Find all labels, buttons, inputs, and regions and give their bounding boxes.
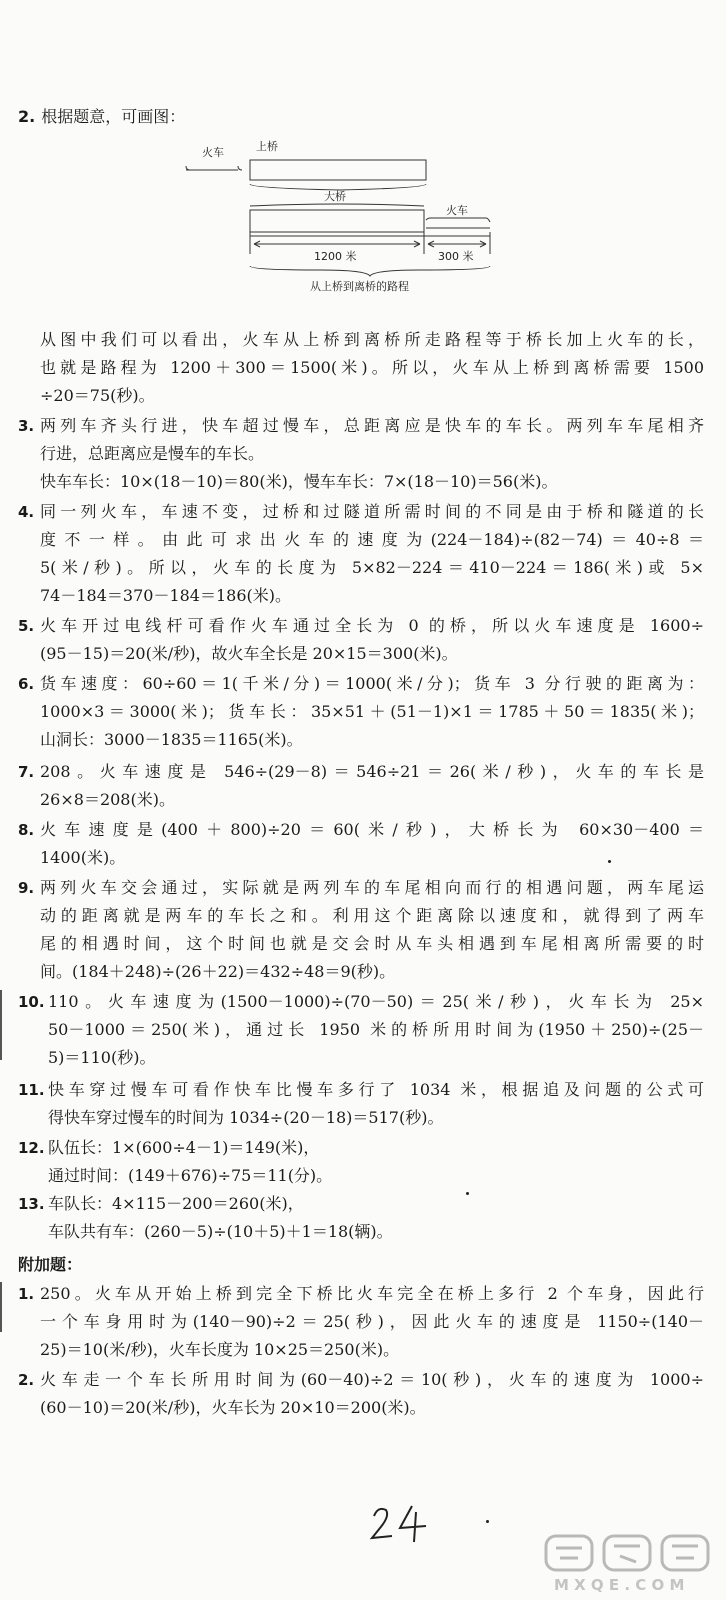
- item-line: 同一列火车，车速不变，过桥和过隧道所需时间的不同是由于桥和隧道的长: [40, 502, 704, 521]
- diagram-label-1200: 1200 米: [314, 250, 357, 263]
- item-number: 5.: [18, 617, 35, 635]
- answer-item-6: [18, 670, 704, 754]
- bonus-item-1: [18, 1280, 704, 1364]
- item-line: 25)＝10(米/秒)，火车长度为 10×25＝250(米)。: [40, 1340, 400, 1359]
- bonus-item-2: [18, 1366, 704, 1422]
- item-line: 火车走一个车长所用时间为(60－40)÷2＝10(秒)，火车的速度为 1000÷: [40, 1370, 704, 1389]
- q2-line: ÷20＝75(秒)。: [40, 386, 155, 405]
- item-line: (95－15)＝20(米/秒)，故火车全长是 20×15＝300(米)。: [40, 644, 458, 663]
- item-number: 12.: [18, 1139, 45, 1157]
- item-line: 火车开过电线杆可看作火车通过全长为 0 的桥，所以火车速度是 1600÷: [40, 616, 704, 635]
- diagram-train-left: [186, 145, 242, 170]
- item-number: 6.: [18, 675, 35, 693]
- item-number: 11.: [18, 1081, 45, 1099]
- svg-text:M X Q E . C O M: M X Q E . C O M: [554, 1576, 685, 1594]
- q2-explanation: [40, 326, 704, 410]
- diagram-label-train-left: 火车: [202, 146, 224, 159]
- margin-scan-mark: [0, 1282, 2, 1332]
- diagram-caption: 从上桥到离桥的路程: [310, 280, 409, 293]
- item-line: 车队共有车：(260－5)÷(10＋5)＋1＝18(辆)。: [48, 1222, 393, 1241]
- item-line: 1000×3＝3000(米)；货车长：35×51＋(51－1)×1＝1785＋50＝1835(米)；: [40, 702, 704, 721]
- bridge-diagram: [180, 136, 500, 296]
- item-line: (60－10)＝20(米/秒)，火车长为 20×10＝200(米)。: [40, 1398, 426, 1417]
- q2-intro: [18, 104, 185, 127]
- item-line: 间。(184＋248)÷(26＋22)＝432÷48＝9(秒)。: [40, 962, 396, 981]
- item-number: 10.: [18, 993, 45, 1011]
- stray-dot: [486, 1520, 489, 1523]
- item-line: 250。火车从开始上桥到完全下桥比火车完全在桥上多行 2 个车身，因此行: [40, 1284, 704, 1303]
- diagram-up-bridge: [250, 139, 426, 190]
- item-line: 5(米/秒)。所以，火车的长度为 5×82－224＝410－224＝186(米)或 5×: [40, 558, 704, 577]
- answer-item-3: [18, 412, 704, 496]
- item-line: 1400(米)。: [40, 848, 126, 867]
- item-line: 26×8＝208(米)。: [40, 790, 175, 809]
- q2-line: 从图中我们可以看出，火车从上桥到离桥所走路程等于桥长加上火车的长，: [40, 330, 704, 349]
- diagram-train-right: [426, 203, 490, 228]
- item-line: 度不一样。由此可求出火车的速度为(224－184)÷(82－74)＝40÷8＝: [40, 530, 704, 549]
- item-line: 快车穿过慢车可看作快车比慢车多行了 1034 米，根据追及问题的公式可: [48, 1080, 704, 1099]
- item-number: 2.: [18, 1371, 35, 1389]
- item-line: 74－184＝370－184＝186(米)。: [40, 586, 292, 605]
- answer-item-5: [18, 612, 704, 668]
- item-line: 得快车穿过慢车的时间为 1034÷(20－18)＝517(秒)。: [48, 1108, 444, 1127]
- handwritten-page-number: [368, 1502, 432, 1544]
- item-line: 一个车身用时为(140－90)÷2＝25(秒)，因此火车的速度是 1150÷(140－: [40, 1312, 704, 1331]
- stray-dot: [466, 1192, 469, 1195]
- diagram-big-bridge: [250, 189, 424, 232]
- q2-number: 2.: [18, 107, 36, 126]
- item-line: 货车速度：60÷60＝1(千米/分)＝1000(米/分)；货车 3 分行驶的距离为：: [40, 674, 704, 693]
- item-number: 9.: [18, 879, 35, 897]
- bonus-heading: 附加题：: [18, 1255, 83, 1274]
- item-line: 行进，总距离应是慢车的车长。: [40, 444, 265, 463]
- answer-item-12: [18, 1134, 704, 1190]
- item-line: 110。火车速度为(1500－1000)÷(70－50)＝25(米/秒)，火车长为 25×: [48, 992, 704, 1011]
- q2-line: 也就是路程为 1200＋300＝1500(米)。所以，火车从上桥到离桥需要 1500: [40, 358, 704, 377]
- item-line: 山洞长：3000－1835＝1165(米)。: [40, 730, 303, 749]
- diagram-label-up-bridge: 上桥: [256, 140, 278, 153]
- watermark-logo: [540, 1532, 720, 1594]
- item-line: 两列车齐头行进，快车超过慢车，总距离应是快车的车长。两列车车尾相齐: [40, 416, 704, 435]
- item-line: 尾的相遇时间，这个时间也就是交会时从车头相遇到车尾相离所需要的时: [40, 934, 704, 953]
- item-number: 7.: [18, 763, 35, 781]
- answer-item-7: [18, 758, 704, 814]
- diagram-label-bridge: 大桥: [324, 190, 346, 203]
- item-line: 208。火车速度是 546÷(29－8)＝546÷21＝26(米/秒)，火车的车长是: [40, 762, 704, 781]
- item-line: 两列火车交会通过，实际就是两列车的车尾相向而行的相遇问题，两车尾运: [40, 878, 704, 897]
- item-line: 火车速度是(400＋800)÷20＝60(米/秒)，大桥长为 60×30－400＝: [40, 820, 704, 839]
- item-number: 1.: [18, 1285, 35, 1303]
- answer-item-4: [18, 498, 704, 610]
- item-line: 队伍长：1×(600÷4－1)＝149(米)，: [48, 1138, 320, 1157]
- item-line: 5)＝110(秒)。: [48, 1048, 156, 1067]
- answer-item-9: [18, 874, 704, 986]
- item-number: 8.: [18, 821, 35, 839]
- diagram-label-train-right: 火车: [446, 204, 468, 217]
- item-number: 4.: [18, 503, 35, 521]
- answer-item-11: [18, 1076, 704, 1132]
- stray-dot: [608, 860, 611, 863]
- q2-intro-text: 根据题意，可画图：: [41, 107, 186, 126]
- item-line: 车队长：4×115－200＝260(米)，: [48, 1194, 304, 1213]
- answer-item-10: [18, 988, 704, 1072]
- margin-scan-mark: [0, 990, 2, 1060]
- item-line: 快车车长：10×(18－10)＝80(米)，慢车车长：7×(18－10)＝56(米)。: [40, 472, 558, 491]
- item-number: 3.: [18, 417, 35, 435]
- item-line: 50－1000＝250(米)，通过长 1950 米的桥所用时间为(1950＋250)÷(25－: [48, 1020, 704, 1039]
- diagram-label-300: 300 米: [438, 250, 474, 263]
- diagram-measure-line: [250, 232, 490, 293]
- item-number: 13.: [18, 1195, 45, 1213]
- answer-item-13: [18, 1190, 704, 1246]
- answer-item-8: [18, 816, 704, 872]
- item-line: 动的距离就是两车的车长之和。利用这个距离除以速度和，就得到了两车: [40, 906, 704, 925]
- item-line: 通过时间：(149＋676)÷75＝11(分)。: [48, 1166, 333, 1185]
